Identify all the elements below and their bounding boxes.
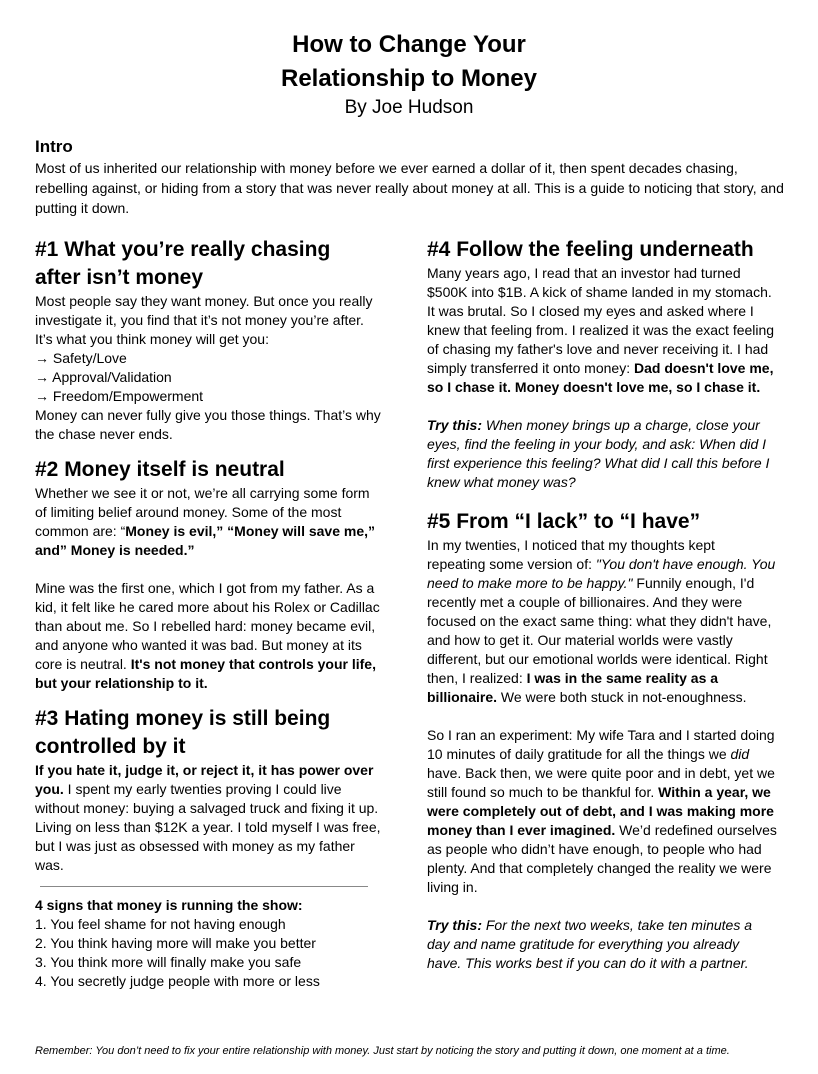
section-2-p2-text: Mine was the first one, which I got from my father. As a kid, it felt like he cared more about his Rolex or Cadillac than about me. So I rebelled hard: money became evil, and anyone who wanted it was bad. But money at its core is neutral. [35,580,380,672]
title-line-2: Relationship to Money [280,65,537,92]
footer-note: Remember: You don’t need to fix your entire relationship with money. Just start by noticing the story and putting it down, one moment at a time. [35,1045,730,1057]
intro-heading: Intro [35,137,73,156]
left-column [35,236,385,991]
section-5-heading: #5 From “I lack” to “I have” [427,510,701,533]
section-5-p2-bold: Within a year, we were completely out of debt, and I was making more money than I ever imagined. [427,784,774,838]
section-4-text: Many years ago, I read that an investor had turned $500K into $1B. A kick of shame landed in my stomach. It was brutal. So I closed my eyes and asked where I knew that feeling from. I realized it was the exact feeling of chasing my father's love and never receiving it. I had simply transferred it onto money: [427,265,775,376]
divider [40,886,368,887]
section-3-heading: #3 Hating money is still being controlled by it [35,707,331,758]
section-4-try-text: When money brings up a charge, close your eyes, find the feeling in your body, and ask: When did I first experience this feeling? What did I call this before I knew what money was? [427,417,770,490]
signs-list-item: 1. You feel shame for not having enough [35,916,286,932]
signs-title: 4 signs that money is running the show: [35,897,303,913]
section-2-p2-bold: It's not money that controls your life, but your relationship to it. [35,656,376,691]
section-5-paragraph-1 [427,536,777,707]
section-5-p2-text-b: have. Back then, we were quite poor and in debt, yet we still found so much to be thankful for. [427,765,775,800]
title-line-1: How to Change Your [292,31,526,58]
signs-list-item: 2. You think having more will make you better [35,935,316,951]
section-5-p2-text-c: We’d redefined ourselves as people who didn’t have enough, to people who had plenty. And that completely changed the reality we were living in. [427,822,777,895]
section-1-closing: Money can never fully give you those things. That’s why the chase never ends. [35,407,381,442]
section-5-p1-text-c: We were both stuck in not-enoughness. [497,689,747,705]
section-1-item-freedom: → Freedom/Empowerment [35,388,204,404]
byline: By Joe Hudson [344,97,474,118]
section-3-bold-lead: If you hate it, judge it, or reject it, it has power over you. [35,762,374,797]
section-5-paragraph-2 [427,726,777,897]
section-5-p2-text-a: So I ran an experiment: My wife Tara and I started doing 10 minutes of daily gratitude for all the things we [427,727,775,762]
section-5-p1-bold: I was in the same reality as a billionaire. [427,670,719,705]
right-column [427,236,777,973]
section-2-heading: #2 Money itself is neutral [35,458,285,481]
section-5-p1-text-a: In my twenties, I noticed that my thoughts kept repeating some version of: [427,537,715,572]
section-4-try-this [427,416,777,492]
section-5-try-text: For the next two weeks, take ten minutes a day and name gratitude for everything you already have. This works best if you can do it with a partner. [427,917,753,971]
section-2-paragraph-1 [35,484,385,560]
section-2-paragraph-2 [35,579,385,693]
section-4-paragraph [427,264,777,397]
document-title [0,28,818,96]
section-5-p1-text-b: Funnily enough, I'd recently met a couple of billionaires. And they were focused on the exact same thing: what they didn't have, and how to get it. Our material worlds were vastly different, but our emotional worlds were identical. Right then, I realized: [427,575,772,686]
section-1-item-approval: → Approval/Validation [35,369,172,385]
signs-list-item: 3. You think more will finally make you safe [35,954,302,970]
section-5-p1-italic: "You don't have enough. You need to make more to be happy." [427,556,776,591]
intro-section [35,136,785,218]
section-3-paragraph [35,761,385,875]
section-4-bold: Dad doesn't love me, so I chase it. Money doesn't love me, so I chase it. [427,360,774,395]
section-1-heading: #1 What you’re really chasing after isn’t money [35,238,331,289]
section-1-item-safety: → Safety/Love [35,350,127,366]
section-5-p2-italic: did [730,746,750,762]
signs-list-item: 4. You secretly judge people with more or less [35,973,320,989]
section-5-try-label: Try this: [427,917,482,933]
section-1-text: Most people say they want money. But once you really investigate it, you find that it’s not money you’re after. It’s what you think money will get you: [35,293,373,347]
section-2-p1-text: Whether we see it or not, we’re all carrying some form of limiting belief around money. Some of the most common are: “ [35,485,370,539]
section-3-text: I spent my early twenties proving I could live without money: buying a salvaged truck and fixing it up. Living on less than $12K a year. I told myself I was free, but I was just as obsessed with money as my father was. [35,781,381,873]
section-2-p1-bold: Money is evil,” “Money will save me,” and” Money is needed.” [35,523,376,558]
section-4-try-label: Try this: [427,417,482,433]
intro-text: Most of us inherited our relationship with money before we ever earned a dollar of it, then spent decades chasing, rebelling against, or hiding from a story that was never really about money at all. This is a guide to noticing that story, and putting it down. [35,160,784,216]
section-4-heading: #4 Follow the feeling underneath [427,238,754,261]
section-5-try-this [427,916,777,973]
signs-list [35,915,385,991]
